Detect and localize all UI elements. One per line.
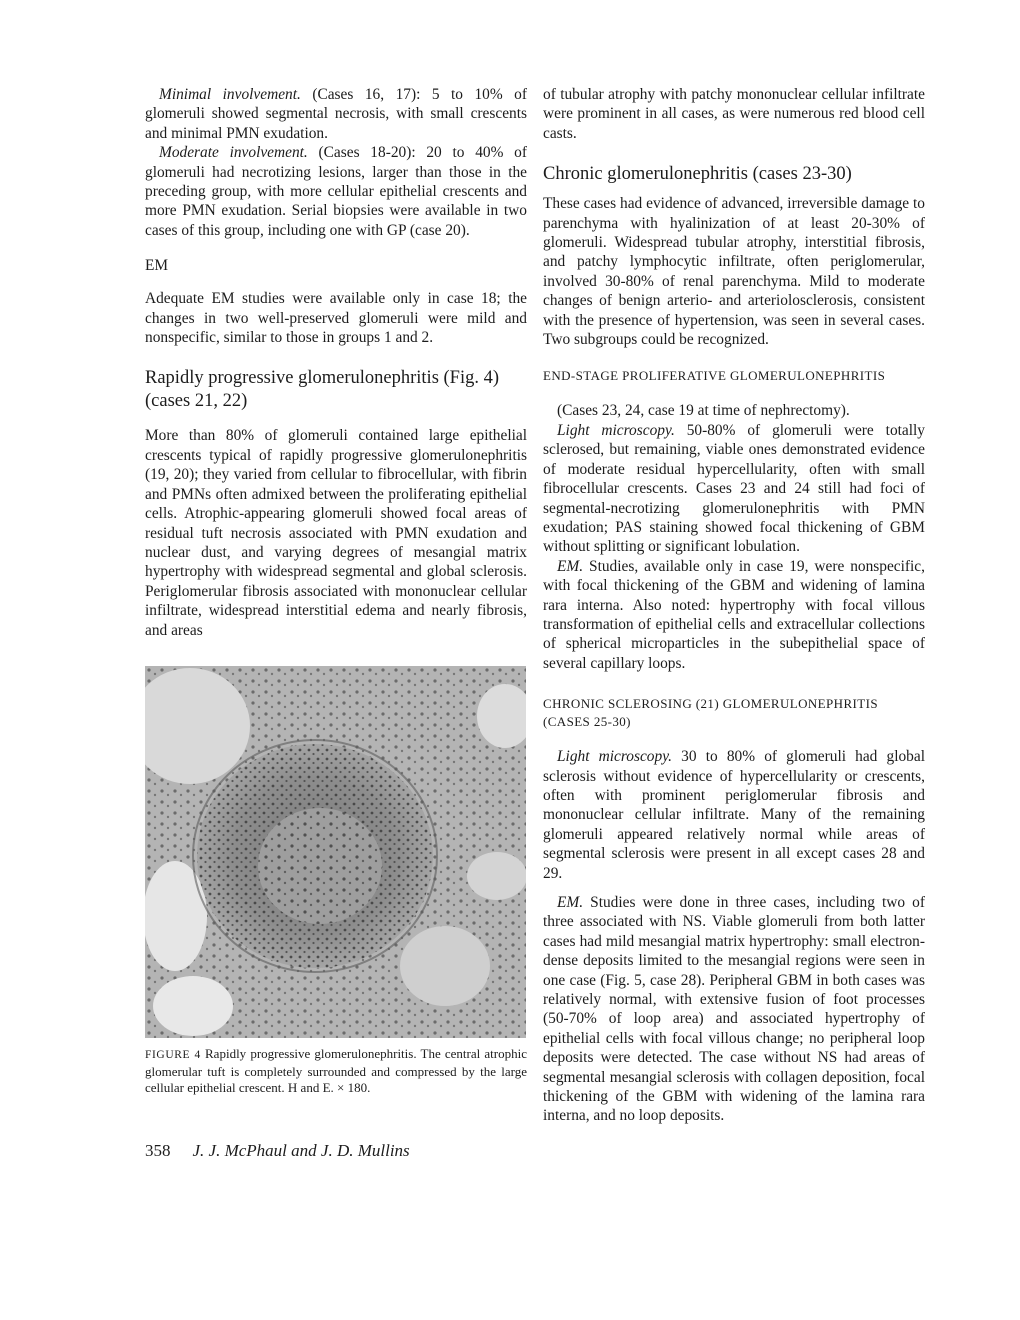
moderate-involvement-label: Moderate involvement.	[159, 144, 308, 162]
sclerosing-light-paragraph	[543, 747, 925, 883]
rpgn-heading	[145, 367, 527, 413]
em-heading: EM	[145, 257, 169, 275]
lumen-lower-right	[400, 926, 490, 1006]
moderate-involvement-text: (Cases 18-20): 20 to 40% of glomeruli had necrotizing lesions, larger than those in the preceding group, with more cellular epithelial crescents and more PMN exudation. Serial biopsies were available in two cases of this group, including one with GP (case 20).	[145, 144, 527, 239]
chronic-gn-paragraph: These cases had evidence of advanced, irreversible damage to parenchyma with hyalinization of at least 20-30% of glomeruli. Widespread tubular atrophy, interstitial fibrosis, and patchy lymphocytic infiltrate, often periglomerular, involved 30-80% of renal parenchyma. Mild to moderate changes of benign arterio- and arteriolosclerosis, consistent with the presence of hypertension, was seen in several cases. Two subgroups could be recognized.	[543, 195, 925, 349]
sclerosing-heading-line1: CHRONIC SCLEROSING (21) GLOMERULONEPHRITIS	[543, 696, 878, 712]
end-stage-em-text: Studies, available only in case 19, were nonspecific, with focal thickening of the GBM and widening of lamina rara interna. Also noted: hypertrophy with focal villous transformation of epithelial cells and extracellular collections of spherical microparticles in the subepithelial space of several capillary loops.	[543, 557, 925, 672]
rpgn-heading-line1: Rapidly progressive glomerulonephritis (Fig. 4)	[145, 368, 500, 389]
end-stage-light-paragraph	[543, 421, 925, 557]
lumen-left	[145, 861, 207, 971]
running-authors: J. J. McPhaul and J. D. Mullins	[192, 1141, 410, 1160]
figure-4-label: FIGURE 4	[145, 1048, 201, 1061]
figure-4-caption-text: Rapidly progressive glomerulonephritis. The central atrophic glomerular tuft is completely surrounded and compressed by the large cellular epithelial crescent. H and E. × 180.	[145, 1045, 527, 1095]
end-stage-em-paragraph	[543, 557, 925, 673]
end-stage-cases: (Cases 23, 24, case 19 at time of nephrectomy).	[557, 402, 850, 420]
sclerosing-em-label: EM.	[557, 894, 584, 911]
sclerosing-em-text: Studies were done in three cases, including two of three associated with NS. Viable glomeruli from both latter cases had mild mesangial matrix hypertrophy: small electron-dense deposits limited to the mesangial regions were seen in one case (Fig. 5, case 28). Peripheral GBM in both cases was relatively normal, with extensive fusion of foot processes (50-70% of loop area) and associated hypertrophy of epithelial cells with focal villous change; no peripheral loop deposits were detected. The case without NS had areas of segmental mesangial sclerosis with collagen deposition, focal thickening of the GBM with widening of the lamina rara interna, and no loop deposits.	[543, 894, 925, 1125]
end-stage-light-text: 50-80% of glomeruli were totally sclerosed, but remaining, viable ones demonstrated evidence of moderate residual hypercellularity, often with small fibrocellular crescents. Cases 23 and 24 still had foci of segmental-necrotizing glomerulonephritis with PMN exudation; PAS staining showed focal thickening of GBM without splitting or significant lobulation.	[543, 421, 925, 556]
end-stage-heading: END-STAGE PROLIFERATIVE GLOMERULONEPHRITIS	[543, 368, 886, 384]
chronic-gn-heading: Chronic glomerulonephritis (cases 23-30)	[543, 164, 852, 185]
figure-4-micrograph	[145, 666, 526, 1038]
sclerosing-heading	[543, 695, 925, 731]
sclerosing-heading-line2: (CASES 25-30)	[543, 714, 631, 730]
sclerosing-em-paragraph	[543, 893, 925, 1126]
right-column	[543, 85, 925, 1126]
lumen-lower-left	[153, 976, 233, 1036]
page-footer	[145, 1141, 410, 1161]
sclerosing-light-label: Light microscopy.	[557, 748, 673, 766]
left-column	[145, 85, 527, 1095]
continuation-paragraph: of tubular atrophy with patchy mononuclear cellular infiltrate were prominent in all cases, as were numerous red blood cell casts.	[543, 86, 925, 142]
page-number: 358	[145, 1141, 171, 1160]
rpgn-paragraph: More than 80% of glomeruli contained large epithelial crescents typical of rapidly progressive glomerulonephritis (19, 20); they varied from cellular to fibrocellular, with fibrin and PMNs often admixed between the proliferating epithelial cells. Atrophic-appearing glomeruli showed focal areas of residual tuft necrosis associated with PMN exudation and nuclear dust, and varying degrees of mesangial matrix hypertrophy with widespread segmental and global sclerosis. Periglomerular fibrosis associated with mononuclear cellular infiltrate, widespread interstitial edema and nearly fibrosis, and areas	[145, 427, 527, 639]
moderate-involvement-paragraph	[145, 143, 527, 240]
figure-4-caption	[145, 1046, 527, 1095]
sclerosing-light-text: 30 to 80% of glomeruli had global sclerosis without evidence of hypercellularity or crescents, often with prominent periglomerular fibrosis and mononuclear cellular infiltrate. Many of the remaining glomeruli appeared relatively normal while areas of segmental sclerosis were present in all except cases 28 and 29.	[543, 748, 925, 882]
minimal-involvement-label: Minimal involvement.	[159, 86, 301, 103]
end-stage-light-label: Light microscopy.	[557, 421, 675, 439]
minimal-involvement-text: (Cases 16, 17): 5 to 10% of glomeruli showed segmental necrosis, with small crescents and minimal PMN exudation.	[145, 86, 527, 142]
rpgn-heading-line2: (cases 21, 22)	[145, 391, 248, 412]
end-stage-em-label: EM.	[557, 557, 584, 575]
minimal-involvement-paragraph	[145, 85, 527, 143]
em-paragraph: Adequate EM studies were available only in case 18; the changes in two well-preserved glomeruli were mild and nonspecific, similar to those in groups 1 and 2.	[145, 290, 527, 347]
